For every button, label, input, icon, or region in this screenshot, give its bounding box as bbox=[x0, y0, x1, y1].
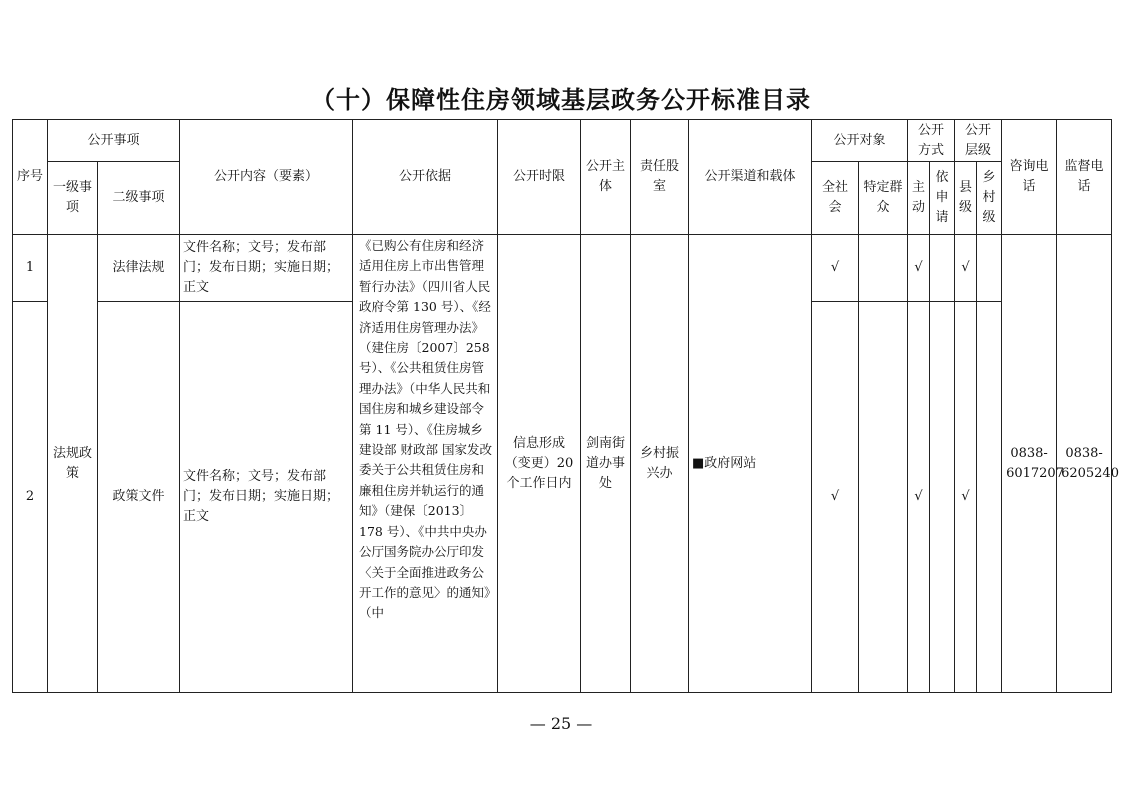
row-county: √ bbox=[955, 302, 977, 693]
row-specific bbox=[859, 302, 908, 693]
level1-cell: 法规政策 bbox=[48, 235, 98, 693]
header-village: 乡村级 bbox=[977, 162, 1002, 235]
row-all-society: √ bbox=[812, 235, 859, 302]
header-channel: 公开渠道和载体 bbox=[689, 120, 812, 235]
row-all-society: √ bbox=[812, 302, 859, 693]
header-subject: 公开主体 bbox=[581, 120, 631, 235]
page-number: — 25 — bbox=[529, 714, 593, 733]
header-specific: 特定群众 bbox=[859, 162, 908, 235]
header-supervise: 监督电话 bbox=[1057, 120, 1112, 235]
header-content: 公开内容（要素） bbox=[180, 120, 353, 235]
header-dept: 责任股室 bbox=[631, 120, 689, 235]
row-on-request bbox=[930, 235, 955, 302]
table-row bbox=[13, 235, 1112, 302]
header-row-1 bbox=[13, 120, 1112, 162]
header-level2: 二级事项 bbox=[98, 162, 180, 235]
time-limit-cell: 信息形成（变更）20 个工作日内 bbox=[498, 235, 581, 693]
basis-cell: 《已购公有住房和经济适用住房上市出售管理暂行办法》（四川省人民政府令第 130 号）、《经济适用住房管理办法》（建住房〔2007〕258 号）、《公共租赁住房管理办法》（中华人民共和国住房和城乡建设部令第 11 号）、《住房城乡建设部 财政部 国家发改委关于公共租赁住房和廉租住房并轨运行的通知》（建保〔2013〕178 号）、《中共中央办公厅国务院办公厅印发〈关于全面推进政务公开工作的意见〉的通知》（中 bbox=[353, 235, 498, 693]
row-seq: 1 bbox=[13, 235, 48, 302]
header-seq: 序号 bbox=[13, 120, 48, 235]
row-village bbox=[977, 235, 1002, 302]
header-time-limit: 公开时限 bbox=[498, 120, 581, 235]
row-active: √ bbox=[908, 302, 930, 693]
row-seq: 2 bbox=[13, 302, 48, 693]
header-on-request: 依申请 bbox=[930, 162, 955, 235]
row-level2: 政策文件 bbox=[98, 302, 180, 693]
disclosure-catalog-table bbox=[12, 119, 1119, 693]
supervise-phone: 0838-6205240 bbox=[1057, 235, 1112, 693]
page-title: （十）保障性住房领域基层政务公开标准目录 bbox=[311, 85, 811, 114]
header-audience: 公开对象 bbox=[812, 120, 908, 162]
header-active: 主动 bbox=[908, 162, 930, 235]
row-on-request bbox=[930, 302, 955, 693]
row-content: 文件名称；文号；发布部门；发布日期；实施日期；正文 bbox=[180, 235, 353, 302]
header-matter: 公开事项 bbox=[48, 120, 180, 162]
row-level2: 法律法规 bbox=[98, 235, 180, 302]
row-specific bbox=[859, 235, 908, 302]
header-county: 县级 bbox=[955, 162, 977, 235]
header-consult: 咨询电话 bbox=[1002, 120, 1057, 235]
header-basis: 公开依据 bbox=[353, 120, 498, 235]
dept-cell: 乡村振兴办 bbox=[631, 235, 689, 693]
header-level1: 一级事项 bbox=[48, 162, 98, 235]
row-village bbox=[977, 302, 1002, 693]
subject-cell: 剑南街道办事处 bbox=[581, 235, 631, 693]
consult-phone: 0838-6017207 bbox=[1002, 235, 1057, 693]
header-method: 公开方式 bbox=[908, 120, 955, 162]
header-levels: 公开层级 bbox=[955, 120, 1002, 162]
row-content: 文件名称；文号；发布部门；发布日期；实施日期；正文 bbox=[180, 302, 353, 693]
header-all-society: 全社会 bbox=[812, 162, 859, 235]
row-active: √ bbox=[908, 235, 930, 302]
channel-cell: ■政府网站 bbox=[689, 235, 812, 693]
row-county: √ bbox=[955, 235, 977, 302]
